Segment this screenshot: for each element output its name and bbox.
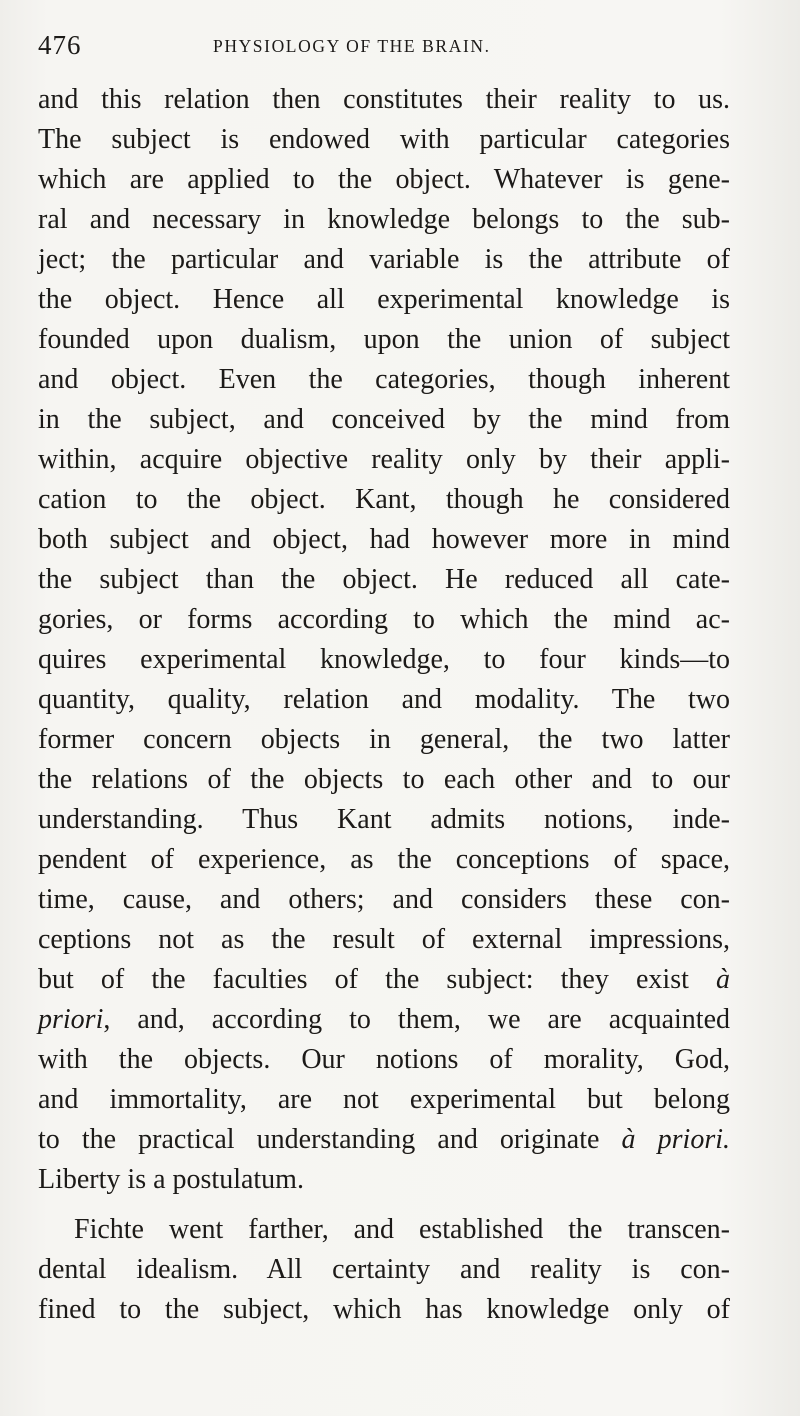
text-line: Liberty is a postulatum. xyxy=(38,1164,304,1195)
text-line xyxy=(38,1000,730,1040)
text-line: pendent of experience, as the conceptions of space, xyxy=(38,844,730,875)
italic-text: à xyxy=(716,964,730,995)
text-line: and this relation then constitutes their reality to us. xyxy=(38,84,730,115)
text-line: quires experimental knowledge, to four kinds—to xyxy=(38,644,730,675)
text-line: gories, or forms according to which the mind ac- xyxy=(38,604,730,635)
text-line: dental idealism. All certainty and reality is con- xyxy=(38,1254,730,1285)
text-line: and object. Even the categories, though inherent xyxy=(38,364,730,395)
running-title: PHYSIOLOGY OF THE BRAIN. xyxy=(213,36,491,56)
text-line: former concern objects in general, the two latter xyxy=(38,724,730,755)
page-number: 476 xyxy=(38,30,82,60)
text-run: to the practical understanding and originate xyxy=(38,1124,600,1155)
page-header xyxy=(38,30,738,66)
text-line: understanding. Thus Kant admits notions, inde- xyxy=(38,804,730,835)
text-line: the relations of the objects to each other and to our xyxy=(38,764,730,795)
text-line: the object. Hence all experimental knowledge is xyxy=(38,284,730,315)
text-line: cation to the object. Kant, though he considered xyxy=(38,484,730,515)
text-line: ceptions not as the result of external impressions, xyxy=(38,924,730,955)
text-line: the subject than the object. He reduced all cate- xyxy=(38,564,730,595)
text-line: in the subject, and conceived by the mind from xyxy=(38,404,730,435)
italic-text: à priori. xyxy=(621,1124,730,1155)
text-line: within, acquire objective reality only by their appli- xyxy=(38,444,730,475)
italic-text: priori xyxy=(38,1004,104,1035)
text-run: , and, according to them, we are acquainted xyxy=(103,1004,730,1035)
text-line: with the objects. Our notions of morality, God, xyxy=(38,1044,730,1075)
text-line: ject; the particular and variable is the attribute of xyxy=(38,244,730,275)
text-run: but of the faculties of the subject: they exist xyxy=(38,964,689,995)
text-line: time, cause, and others; and considers these con- xyxy=(38,884,730,915)
text-line: which are applied to the object. Whatever is gene- xyxy=(38,164,730,195)
text-line xyxy=(38,960,730,1000)
text-line: both subject and object, had however more in mind xyxy=(38,524,730,555)
text-line: The subject is endowed with particular categories xyxy=(38,124,730,155)
text-line: Fichte went farther, and established the transcen- xyxy=(74,1214,730,1245)
body-text xyxy=(38,80,730,1330)
text-line: fined to the subject, which has knowledge only of xyxy=(38,1294,730,1325)
text-line: founded upon dualism, upon the union of subject xyxy=(38,324,730,355)
text-line: and immortality, are not experimental but belong xyxy=(38,1084,730,1115)
text-line: ral and necessary in knowledge belongs to the sub- xyxy=(38,204,730,235)
text-line xyxy=(38,1120,730,1160)
text-line: quantity, quality, relation and modality. The two xyxy=(38,684,730,715)
